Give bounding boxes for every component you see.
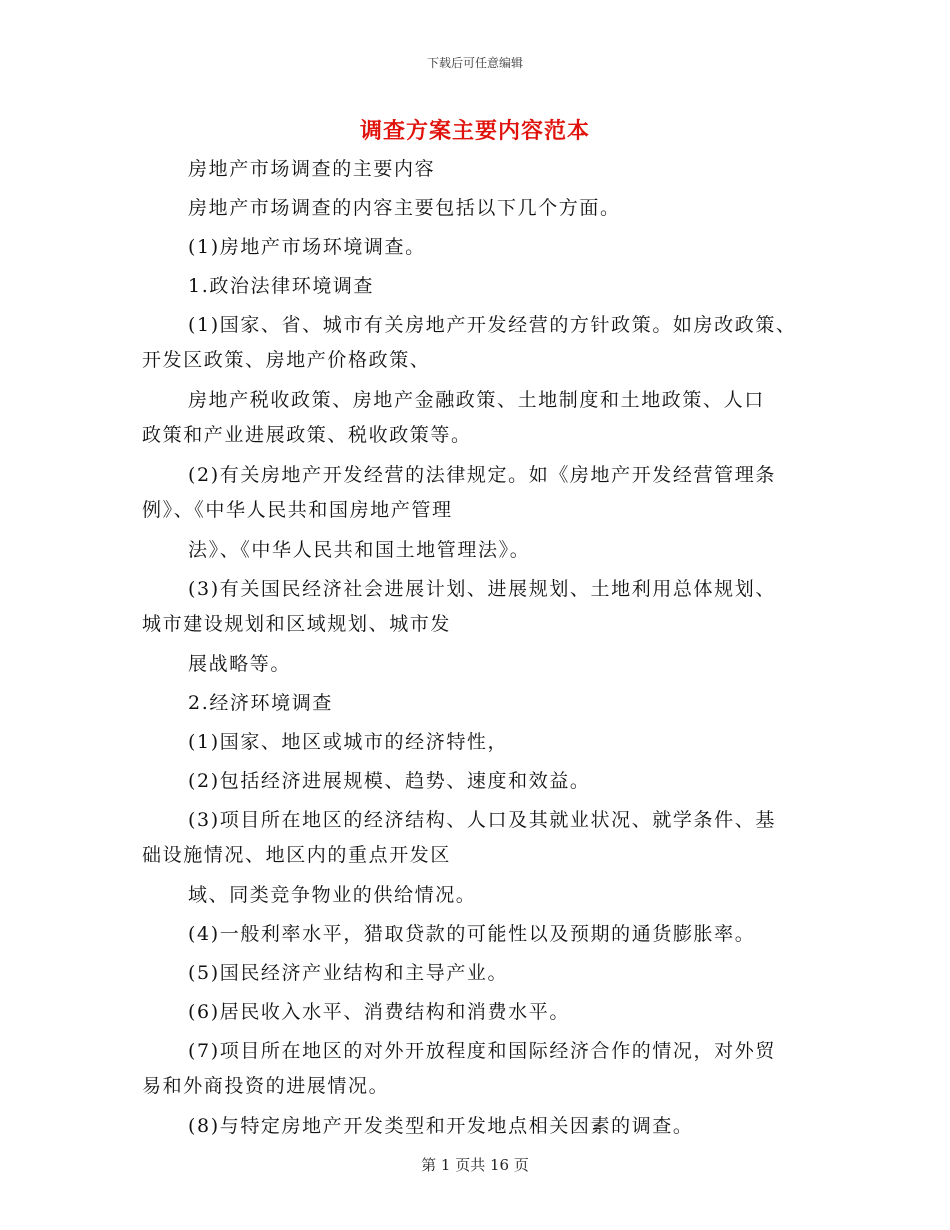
paragraph xyxy=(142,381,842,456)
paragraph-line: (1)房地产市场环境调查。 xyxy=(188,236,426,258)
paragraph xyxy=(142,150,842,189)
paragraph xyxy=(142,570,842,645)
paragraph xyxy=(142,228,842,267)
paragraph-line: 易和外商投资的进展情况。 xyxy=(142,1075,390,1097)
paragraph-line: 展战略等。 xyxy=(188,653,292,675)
paragraph-line: 2.经济环境调查 xyxy=(188,692,333,714)
paragraph-line: (2)有关房地产开发经营的法律规定。如《房地产开发经营管理条 xyxy=(188,464,776,486)
page-footer: 第 1 页共 16 页 xyxy=(421,1156,529,1174)
paragraph-line: 房地产市场调查的主要内容 xyxy=(188,158,436,180)
paragraph-line: (4)一般利率水平，猎取贷款的可能性以及预期的通货膨胀率。 xyxy=(188,923,756,945)
paragraph xyxy=(142,456,842,531)
paragraph-line: 例》、《中华人民共和国房地产管理 xyxy=(142,499,453,521)
paragraph xyxy=(142,723,842,762)
document-title: 调查方案主要内容范本 xyxy=(359,119,590,144)
paragraph-line: 房地产税收政策、房地产金融政策、土地制度和土地政策、人口 xyxy=(188,389,765,411)
paragraph-line: 房地产市场调查的内容主要包括以下几个方面。 xyxy=(188,197,621,219)
paragraph-line: (5)国民经济产业结构和主导产业。 xyxy=(188,962,509,984)
paragraph-line: (1)国家、地区或城市的经济特性， xyxy=(188,731,509,753)
document-body xyxy=(142,150,842,1146)
paragraph xyxy=(142,306,842,381)
paragraph xyxy=(142,267,842,306)
paragraph-line: (3)有关国民经济社会进展计划、进展规划、土地利用总体规划、 xyxy=(188,578,776,600)
paragraph xyxy=(142,993,842,1032)
paragraph-line: (7)项目所在地区的对外开放程度和国际经济合作的情况，对外贸 xyxy=(188,1040,776,1062)
paragraph-line: 政策和产业进展政策、税收政策等。 xyxy=(142,424,472,446)
paragraph-line: 法》、《中华人民共和国土地管理法》。 xyxy=(188,539,531,561)
paragraph xyxy=(142,189,842,228)
paragraph-line: 础设施情况、地区内的重点开发区 xyxy=(142,844,452,866)
paragraph xyxy=(142,915,842,954)
paragraph xyxy=(142,1107,842,1146)
paragraph-line: (1)国家、省、城市有关房地产开发经营的方针政策。如房改政策、 xyxy=(188,314,797,336)
paragraph-line: (6)居民收入水平、消费结构和消费水平。 xyxy=(188,1001,570,1023)
paragraph xyxy=(142,531,842,570)
paragraph xyxy=(142,954,842,993)
paragraph-line: 开发区政策、房地产价格政策、 xyxy=(142,349,431,371)
paragraph xyxy=(142,876,842,915)
paragraph-line: 1.政治法律环境调查 xyxy=(188,275,375,297)
paragraph-line: (8)与特定房地产开发类型和开发地点相关因素的调查。 xyxy=(188,1115,694,1137)
paragraph xyxy=(142,762,842,801)
paragraph xyxy=(142,645,842,684)
paragraph xyxy=(142,1032,842,1107)
paragraph-line: (3)项目所在地区的经济结构、人口及其就业状况、就学条件、基 xyxy=(188,809,776,831)
paragraph-line: (2)包括经济进展规模、趋势、速度和效益。 xyxy=(188,770,591,792)
paragraph-line: 城市建设规划和区域规划、城市发 xyxy=(142,613,452,635)
paragraph xyxy=(142,684,842,723)
header-note: 下载后可任意编辑 xyxy=(426,56,523,70)
paragraph xyxy=(142,801,842,876)
paragraph-line: 域、同类竞争物业的供给情况。 xyxy=(188,884,477,906)
